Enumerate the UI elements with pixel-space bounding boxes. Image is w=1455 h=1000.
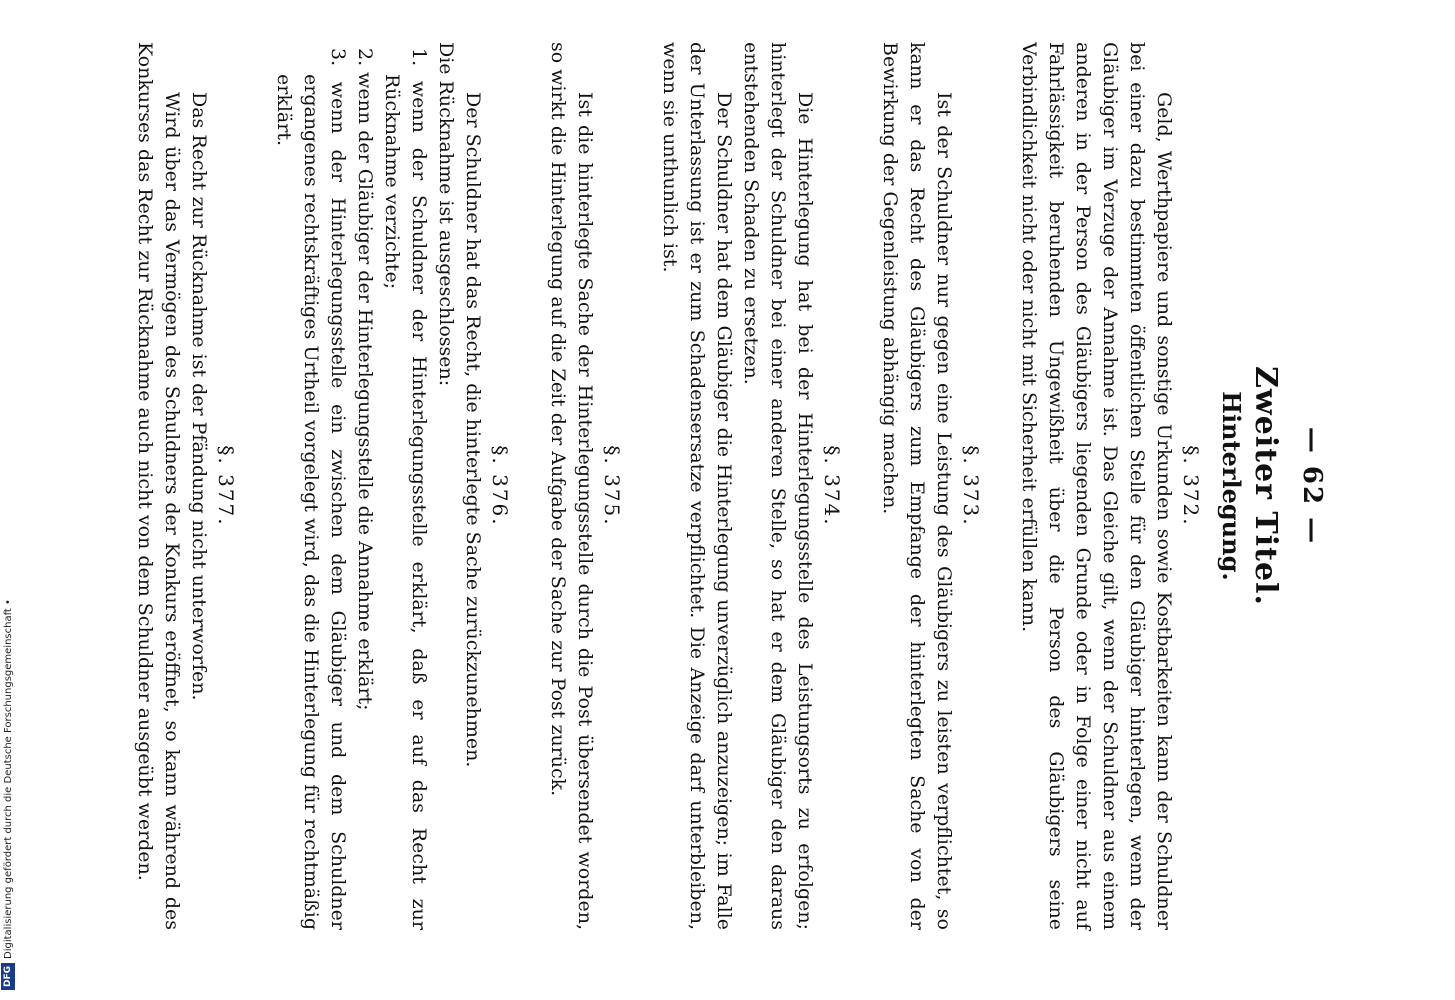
dfg-logo-icon: DFG <box>1 963 15 990</box>
section-377-paragraph-1: Das Recht zur Rücknahme ist der Pfändung nicht unterworfen. <box>188 92 210 701</box>
page-number: — 62 — <box>1297 426 1327 546</box>
section-375-paragraph: Ist die hinterlegte Sache der Hinterlegungsstelle durch die Post übersendet worden, so wirkt die Hinterlegung auf die Zeit der Aufgabe der Sache zur Post zurück. <box>547 42 596 930</box>
section-heading-372: §. 372. <box>1179 445 1203 527</box>
section-373-paragraph: Ist der Schuldner nur gegen eine Leistung des Gläubigers zu leisten verpflichtet, so kann er das Recht des Gläubigers zum Empfange der hinterlegten Sache von der Bewirkung der Gegenleistung abhängig machen. <box>879 42 955 930</box>
section-heading-377: §. 377. <box>214 445 238 527</box>
list-item: 2. wenn der Gläubiger der Hinterlegungsstelle die Annahme erklärt; <box>354 48 376 711</box>
section-heading-376: §. 376. <box>488 445 512 527</box>
page-subtitle: Hinterlegung. <box>1217 391 1246 581</box>
section-374-paragraph-1: Die Hinterlegung hat bei der Hinterlegungsstelle des Leistungsorts zu erfolgen; hinterlegt der Schuldner bei einer anderen Stelle, so hat er dem Gläubiger den daraus entstehenden Schaden zu ersetzen. <box>740 42 816 930</box>
section-heading-373: §. 373. <box>959 445 983 527</box>
section-heading-374: §. 374. <box>820 445 844 527</box>
section-377-paragraph-2: Wird über das Vermögen des Schuldners der Konkurs eröffnet, so kann während des Konkurses das Recht zur Rücknahme auch nicht von dem Schuldner ausgeübt werden. <box>134 42 183 930</box>
section-376-paragraph: Der Schuldner hat das Recht, die hinterlegte Sache zurückzunehmen. <box>462 92 484 768</box>
list-item: 3. wenn der Hinterlegungsstelle ein zwischen dem Gläubiger und dem Schuldner ergangenes rechtskräftiges Urtheil vorgelegt wird, das die Hinterlegung für rechtmäßig erklärt. <box>273 48 349 930</box>
section-376-list <box>270 42 432 930</box>
list-item: 1. wenn der Schuldner der Hinterlegungsstelle erklärt, daß er auf das Recht zur Rücknahme verzichte; <box>381 48 430 930</box>
document-page <box>0 20 1345 960</box>
digitization-stamp <box>0 0 18 1000</box>
section-376-intro: Die Rücknahme ist ausgeschlossen: <box>435 42 457 387</box>
digitization-stamp-text: Digitalisierung gefördert durch die Deutsche Forschungsgemeinschaft • <box>3 599 14 959</box>
section-heading-375: §. 375. <box>600 445 624 527</box>
section-374-paragraph-2: Der Schuldner hat dem Gläubiger die Hinterlegung unverzüglich anzuzeigen; im Falle der Unterlassung ist er zum Schadensersatze verpflichtet. Die Anzeige darf unterbleiben, wenn sie unthunlich ist. <box>659 42 735 930</box>
page-title: Zweiter Titel. <box>1248 366 1283 606</box>
section-372-paragraph: Geld, Werthpapiere und sonstige Urkunden sowie Kostbarkeiten kann der Schuldner bei einer dazu bestimmten öffentlichen Stelle für den Gläubiger hinterlegen, wenn der Gläubiger im Verzuge der Annahme ist. Das Gleiche gilt, wenn der Schuldner aus einem anderen in der Person des Gläubigers liegenden Grunde oder in Folge einer nicht auf Fahrlässigkeit beruhenden Ungewißheit über die Person des Gläubigers seine Verbindlichkeit nicht oder nicht mit Sicherheit erfüllen kann. <box>1018 42 1175 930</box>
